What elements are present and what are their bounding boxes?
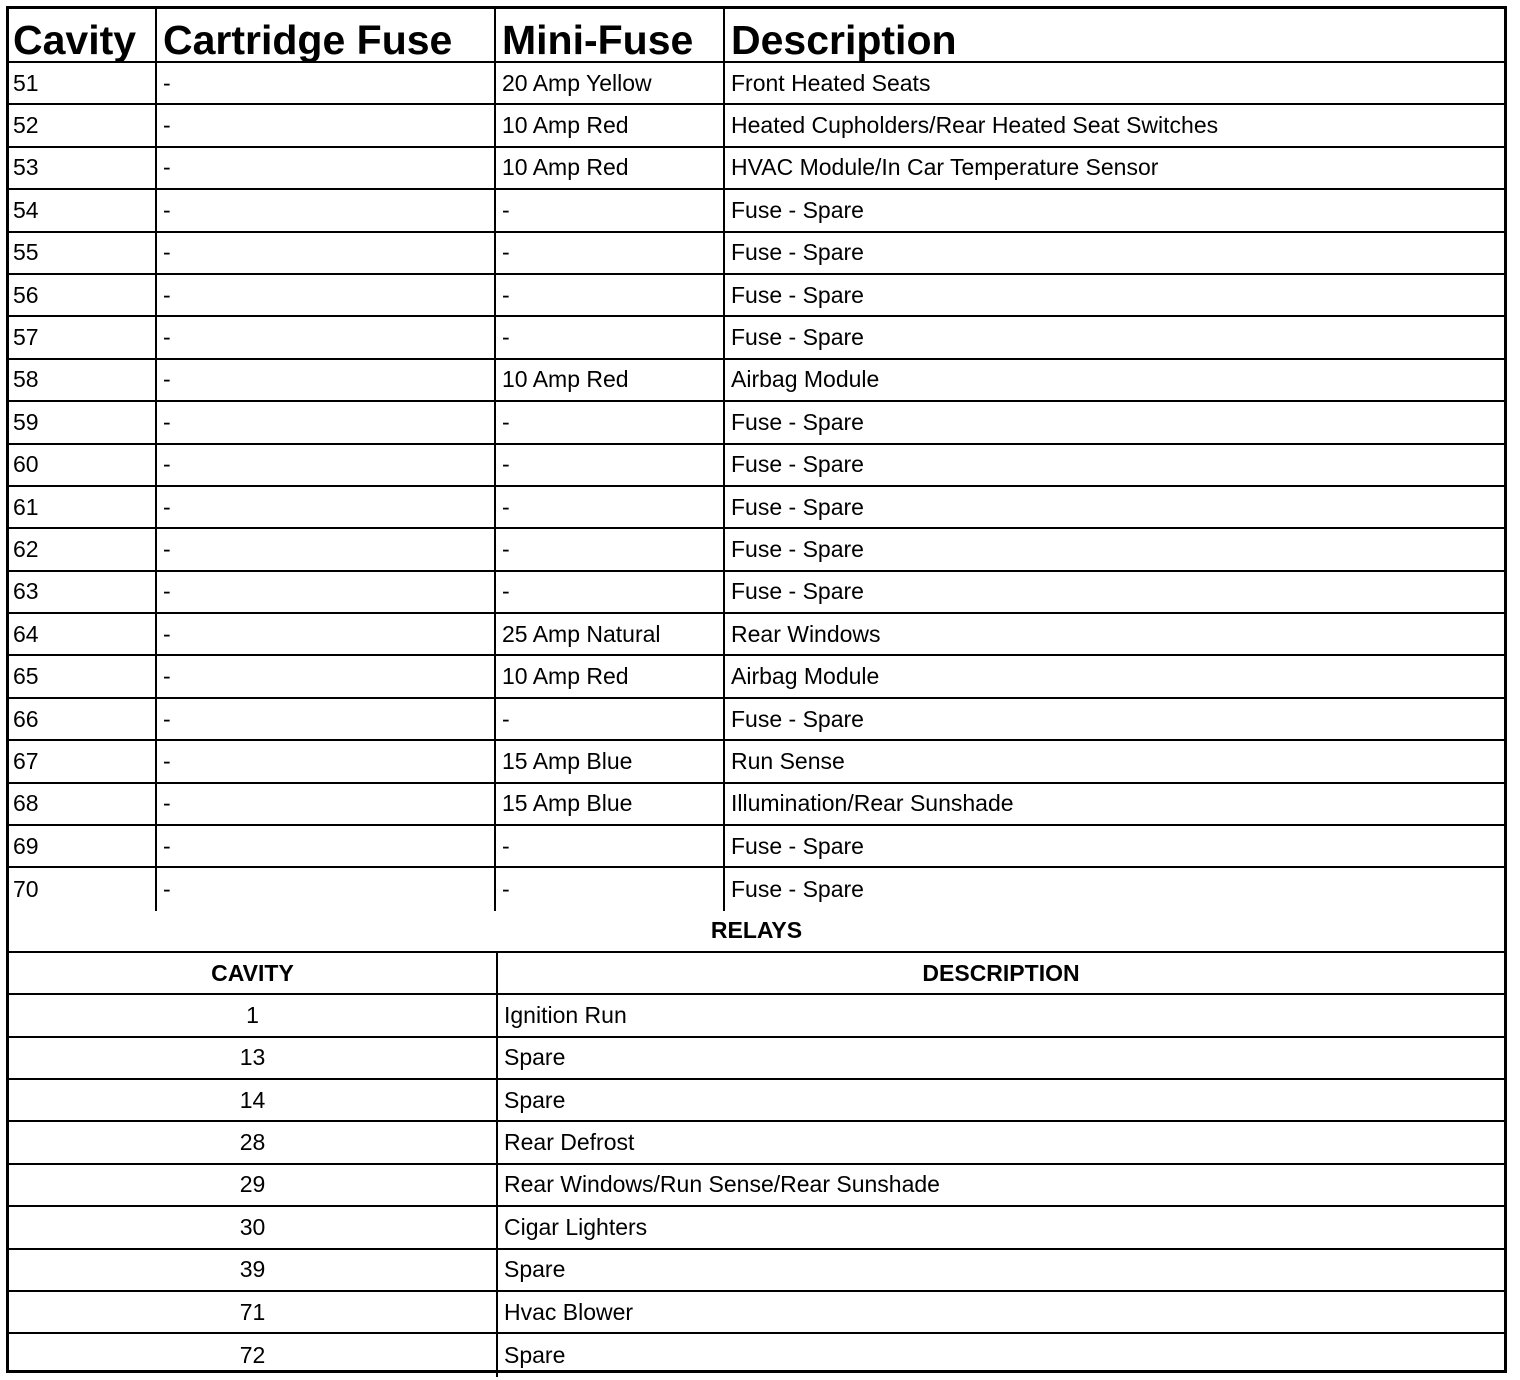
relay-cavity: 14	[9, 1080, 498, 1120]
fuse-row	[9, 360, 1504, 402]
relays-header-description: DESCRIPTION	[922, 959, 1080, 986]
fuse-description: Rear Windows	[731, 620, 881, 647]
relay-row	[9, 1038, 1504, 1080]
fuse-cartridge: -	[157, 402, 496, 442]
fuse-cavity: 56	[9, 275, 157, 315]
fuse-mini: 10 Amp Red	[496, 105, 725, 145]
fuse-mini: -	[496, 402, 725, 442]
relays-section-title	[9, 911, 1504, 953]
fuse-row	[9, 105, 1504, 147]
fuse-description: Fuse - Spare	[731, 876, 864, 903]
relay-description: Hvac Blower	[504, 1298, 634, 1325]
fuse-cavity: 61	[9, 487, 157, 527]
relay-row	[9, 1165, 1504, 1207]
fuse-cartridge: -	[157, 445, 496, 485]
fuse-mini: 10 Amp Red	[496, 656, 725, 696]
relay-cavity: 71	[9, 1292, 498, 1332]
fuse-cartridge: -	[157, 63, 496, 103]
fuse-cartridge: -	[157, 105, 496, 145]
fuse-cartridge: -	[157, 572, 496, 612]
relay-row	[9, 1207, 1504, 1249]
relay-description: Rear Windows/Run Sense/Rear Sunshade	[504, 1171, 940, 1198]
relay-cavity: 28	[9, 1122, 498, 1162]
fuse-row	[9, 233, 1504, 275]
fuse-cartridge: -	[157, 233, 496, 273]
fuse-cartridge: -	[157, 148, 496, 188]
fuse-cartridge: -	[157, 360, 496, 400]
fuse-cartridge: -	[157, 275, 496, 315]
fuse-row	[9, 275, 1504, 317]
fuse-row	[9, 656, 1504, 698]
header-mini-fuse: Mini-Fuse	[496, 9, 725, 61]
relay-cavity: 1	[9, 995, 498, 1035]
fuse-mini: -	[496, 529, 725, 569]
fuse-mini: -	[496, 487, 725, 527]
fuse-cavity: 52	[9, 105, 157, 145]
fuse-mini: -	[496, 699, 725, 739]
fuse-row	[9, 402, 1504, 444]
fuse-row	[9, 148, 1504, 190]
fuse-cavity: 67	[9, 741, 157, 781]
fuse-mini: -	[496, 572, 725, 612]
fuse-cartridge: -	[157, 190, 496, 230]
fuse-description: Fuse - Spare	[731, 451, 864, 478]
fuse-cavity: 70	[9, 868, 157, 910]
relay-row	[9, 1250, 1504, 1292]
header-description: Description	[731, 17, 957, 61]
fuse-row	[9, 487, 1504, 529]
fuse-row	[9, 529, 1504, 571]
fuse-description: Fuse - Spare	[731, 239, 864, 266]
fuse-row	[9, 63, 1504, 105]
fuse-description: Fuse - Spare	[731, 705, 864, 732]
fuse-description: Fuse - Spare	[731, 196, 864, 223]
fuse-cavity: 54	[9, 190, 157, 230]
fuse-cartridge: -	[157, 656, 496, 696]
header-cartridge-fuse: Cartridge Fuse	[157, 9, 496, 61]
fuse-cavity: 53	[9, 148, 157, 188]
relays-header	[9, 953, 1504, 995]
fuse-mini: 10 Amp Red	[496, 360, 725, 400]
fuse-cartridge: -	[157, 614, 496, 654]
fuse-description: Fuse - Spare	[731, 408, 864, 435]
fuse-row	[9, 572, 1504, 614]
fuse-cartridge: -	[157, 741, 496, 781]
relay-cavity: 39	[9, 1250, 498, 1290]
fuse-row	[9, 784, 1504, 826]
fuse-mini: -	[496, 275, 725, 315]
relay-row	[9, 995, 1504, 1037]
fuse-cartridge: -	[157, 784, 496, 824]
fuse-cartridge: -	[157, 529, 496, 569]
fuse-description: Fuse - Spare	[731, 324, 864, 351]
relay-row	[9, 1122, 1504, 1164]
fuse-mini: -	[496, 826, 725, 866]
fuse-row	[9, 826, 1504, 868]
fuse-description: Fuse - Spare	[731, 493, 864, 520]
fuse-description: Airbag Module	[731, 366, 880, 393]
fuse-mini: 10 Amp Red	[496, 148, 725, 188]
fuse-mini: 20 Amp Yellow	[496, 63, 725, 103]
fuse-mini: 15 Amp Blue	[496, 784, 725, 824]
fuse-cavity: 68	[9, 784, 157, 824]
fuse-description: Run Sense	[731, 747, 845, 774]
fuse-cavity: 59	[9, 402, 157, 442]
fuse-relay-table	[6, 6, 1507, 1373]
fuse-row	[9, 445, 1504, 487]
fuse-cartridge: -	[157, 826, 496, 866]
header-cavity: Cavity	[9, 9, 157, 61]
fuse-description: HVAC Module/In Car Temperature Sensor	[731, 154, 1159, 181]
fuse-description: Fuse - Spare	[731, 832, 864, 859]
fuse-description: Heated Cupholders/Rear Heated Seat Switches	[731, 112, 1219, 139]
relay-description: Ignition Run	[504, 1001, 627, 1028]
fuse-description: Front Heated Seats	[731, 69, 931, 96]
fuse-cavity: 66	[9, 699, 157, 739]
fuse-description: Illumination/Rear Sunshade	[731, 790, 1014, 817]
fuse-cavity: 62	[9, 529, 157, 569]
fuse-description: Fuse - Spare	[731, 281, 864, 308]
relay-cavity: 29	[9, 1165, 498, 1205]
relay-description: Rear Defrost	[504, 1129, 635, 1156]
fuse-mini: 15 Amp Blue	[496, 741, 725, 781]
relay-description: Spare	[504, 1086, 566, 1113]
relay-row	[9, 1292, 1504, 1334]
fuse-cavity: 55	[9, 233, 157, 273]
fuse-row	[9, 317, 1504, 359]
fuse-description: Airbag Module	[731, 663, 880, 690]
fuse-cavity: 69	[9, 826, 157, 866]
relay-description: Cigar Lighters	[504, 1213, 648, 1240]
fuse-mini: -	[496, 317, 725, 357]
fuse-row	[9, 868, 1504, 910]
fuse-row	[9, 699, 1504, 741]
fuse-cavity: 64	[9, 614, 157, 654]
fuse-cartridge: -	[157, 868, 496, 910]
fuse-mini: -	[496, 190, 725, 230]
relay-row	[9, 1080, 1504, 1122]
fuse-cavity: 57	[9, 317, 157, 357]
relay-cavity: 72	[9, 1334, 498, 1376]
fuse-cartridge: -	[157, 317, 496, 357]
fuse-mini: -	[496, 233, 725, 273]
fuse-cartridge: -	[157, 699, 496, 739]
fuse-mini: 25 Amp Natural	[496, 614, 725, 654]
fuse-description: Fuse - Spare	[731, 535, 864, 562]
relays-title: RELAYS	[710, 917, 803, 944]
fuse-cavity: 51	[9, 63, 157, 103]
fuse-table-header	[9, 9, 1504, 63]
fuse-cavity: 58	[9, 360, 157, 400]
relay-cavity: 13	[9, 1038, 498, 1078]
relay-row	[9, 1334, 1504, 1376]
fuse-description: Fuse - Spare	[731, 578, 864, 605]
fuse-row	[9, 741, 1504, 783]
fuse-cavity: 60	[9, 445, 157, 485]
fuse-cavity: 63	[9, 572, 157, 612]
relay-cavity: 30	[9, 1207, 498, 1247]
relays-header-cavity: CAVITY	[9, 953, 498, 993]
relay-description: Spare	[504, 1342, 566, 1369]
fuse-cartridge: -	[157, 487, 496, 527]
fuse-row	[9, 614, 1504, 656]
relay-description: Spare	[504, 1044, 566, 1071]
fuse-cavity: 65	[9, 656, 157, 696]
fuse-row	[9, 190, 1504, 232]
fuse-mini: -	[496, 445, 725, 485]
relay-description: Spare	[504, 1256, 566, 1283]
fuse-mini: -	[496, 868, 725, 910]
